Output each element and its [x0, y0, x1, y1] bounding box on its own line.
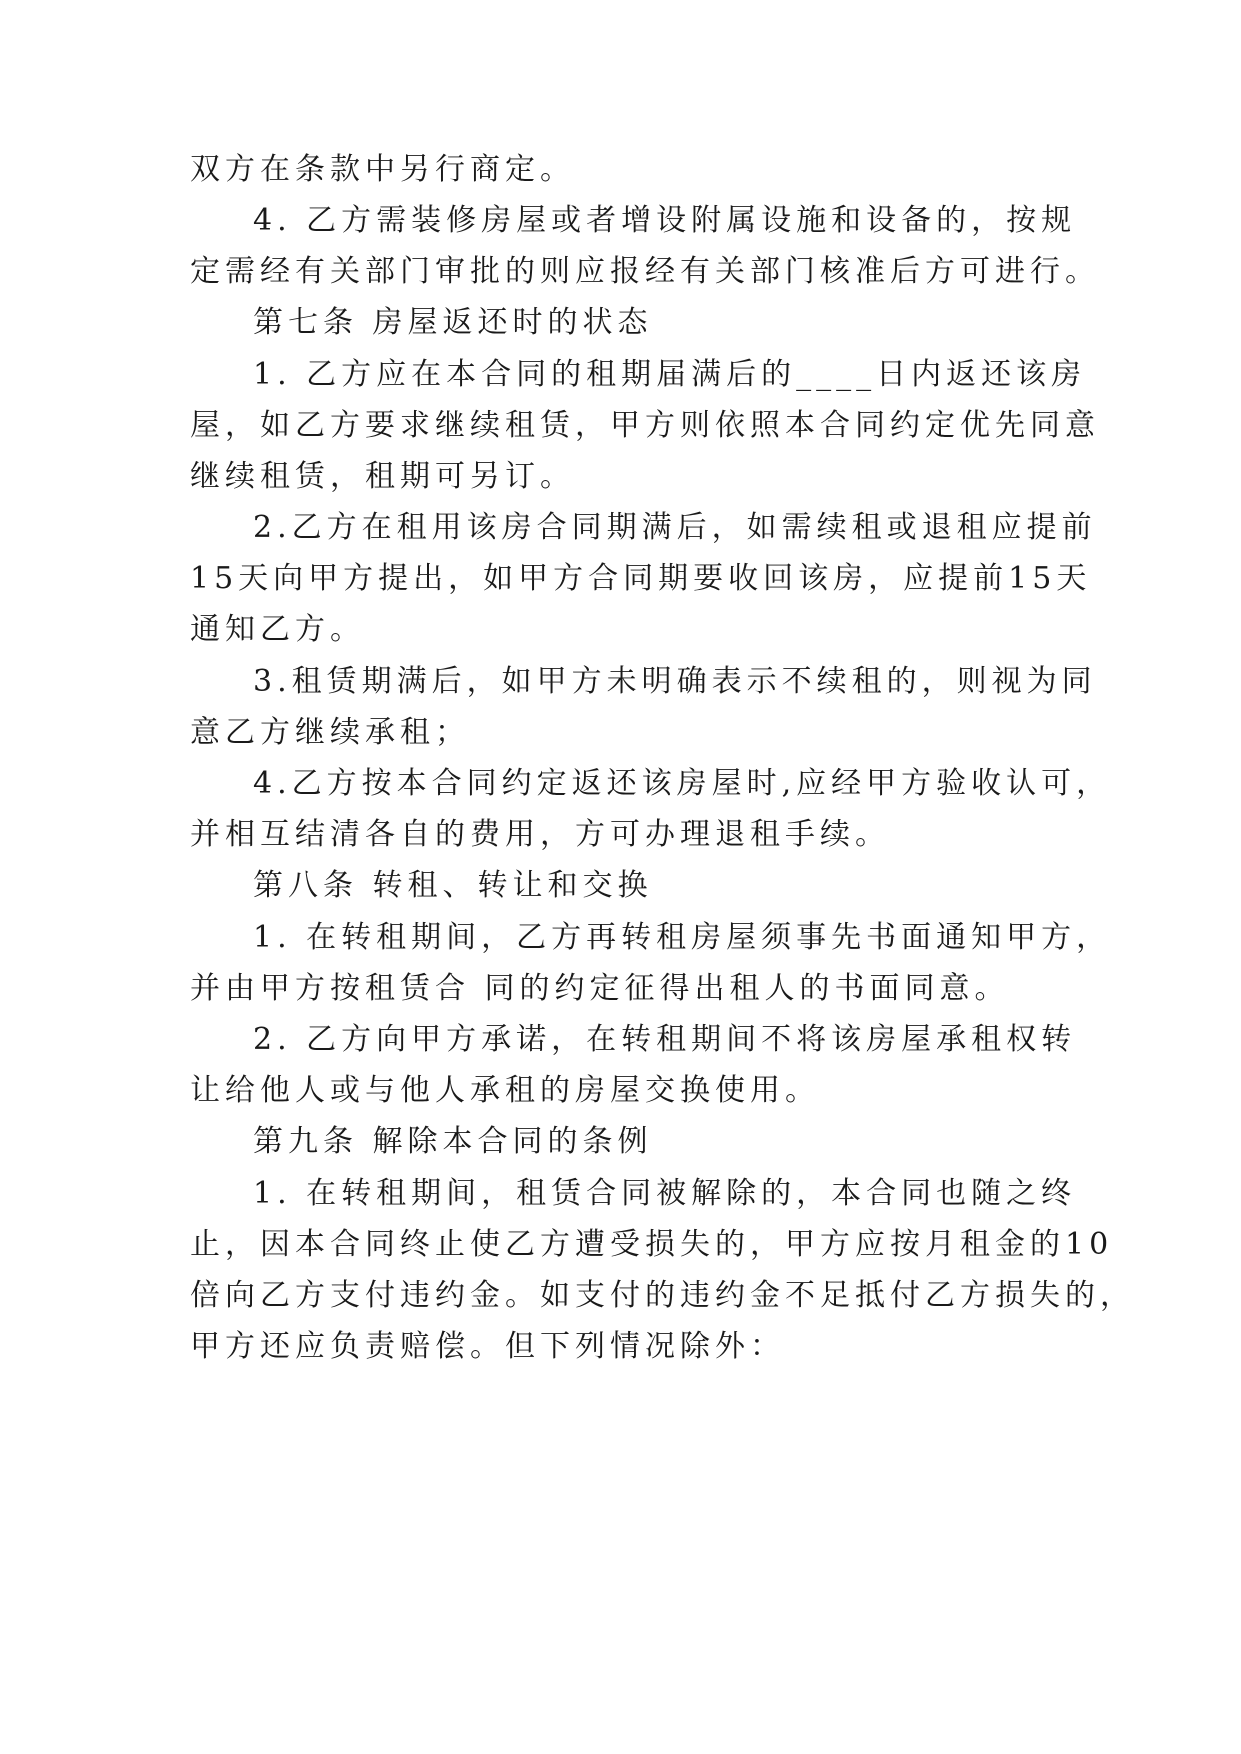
text-line: 让给他人或与他人承租的房屋交换使用。: [190, 1073, 820, 1108]
text-line: 3.租赁期满后，如甲方未明确表示不续租的，则视为同: [253, 664, 1097, 699]
text-line: 2.乙方在租用该房合同期满后，如需续租或退租应提前: [253, 510, 1097, 545]
text-line: 继续租赁，租期可另订。: [190, 459, 575, 494]
text-line: 倍向乙方支付违约金。如支付的违约金不足抵付乙方损失的，: [190, 1278, 1135, 1313]
text-line: 通知乙方。: [190, 612, 365, 647]
text-line: 意乙方继续承租；: [190, 715, 470, 750]
section-heading: 第八条 转租、转让和交换: [253, 868, 653, 903]
text-line: 1. 在转租期间，租赁合同被解除的，本合同也随之终: [253, 1176, 1077, 1211]
text-line: 甲方还应负责赔偿。但下列情况除外：: [190, 1329, 785, 1364]
text-line: 定需经有关部门审批的则应报经有关部门核准后方可进行。: [190, 254, 1100, 289]
text-line: 屋，如乙方要求继续租赁，甲方则依照本合同约定优先同意: [190, 408, 1100, 443]
section-heading: 第九条 解除本合同的条例: [253, 1124, 653, 1159]
text-line: 1. 乙方应在本合同的租期届满后的____日内返还该房: [253, 357, 1087, 392]
text-line: 2. 乙方向甲方承诺，在转租期间不将该房屋承租权转: [253, 1022, 1077, 1057]
text-line: 4.乙方按本合同约定返还该房屋时,应经甲方验收认可，: [253, 766, 1112, 801]
text-line: 并由甲方按租赁合 同的约定征得出租人的书面同意。: [190, 971, 1010, 1006]
text-line: 双方在条款中另行商定。: [190, 152, 575, 187]
text-line: 1. 在转租期间，乙方再转租房屋须事先书面通知甲方，: [253, 920, 1112, 955]
text-line: 并相互结清各自的费用，方可办理退租手续。: [190, 817, 890, 852]
text-line: 15天向甲方提出，如甲方合同期要收回该房，应提前15天: [190, 561, 1092, 596]
text-line: 4. 乙方需装修房屋或者增设附属设施和设备的，按规: [253, 203, 1077, 238]
section-heading: 第七条 房屋返还时的状态: [253, 305, 653, 340]
text-line: 止，因本合同终止使乙方遭受损失的，甲方应按月租金的10: [190, 1227, 1114, 1262]
